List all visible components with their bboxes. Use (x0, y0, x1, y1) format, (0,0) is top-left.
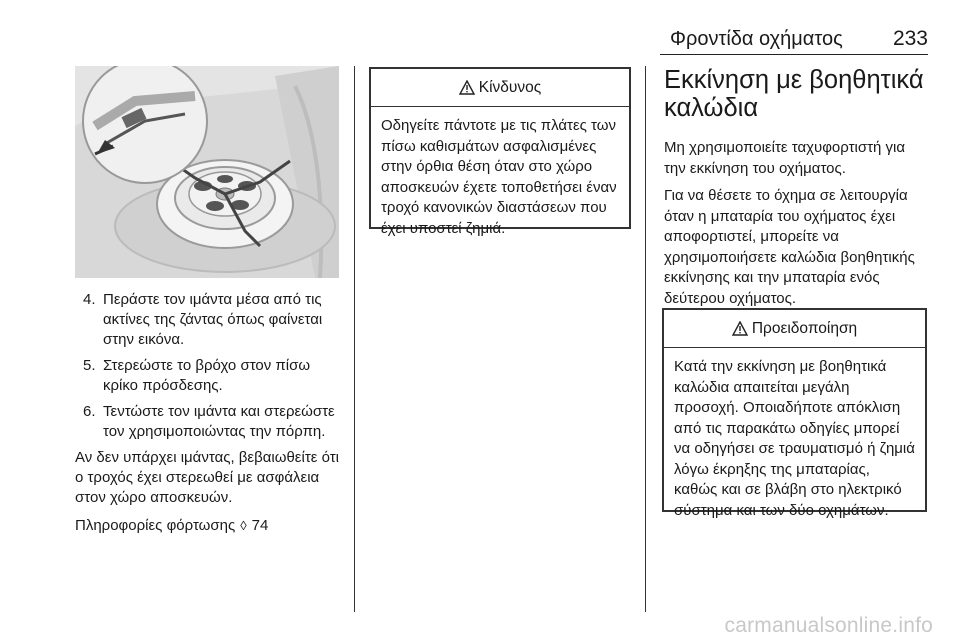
reference-text: Πληροφορίες φόρτωσης (75, 517, 236, 534)
step-item (75, 356, 341, 396)
step-number: 5. (83, 357, 96, 374)
step-number: 6. (83, 403, 96, 420)
spare-wheel-drawing (75, 66, 339, 278)
step-text: Τεντώστε τον ιμάντα και στερεώστε τον χρησιμοποιώντας την πόρπη. (103, 403, 335, 440)
danger-box-text: Οδηγείτε πάντοτε με τις πλάτες των πίσω καθισμάτων ασφαλισμένες στην όρθια θέση όταν στο χώρο αποσκευών έχετε τοποθετήσει έναν τροχό κανονικών διαστάσεων που έχει υποστεί ζημιά. (381, 117, 617, 237)
right-column (664, 66, 929, 316)
column-divider-left (354, 66, 355, 612)
page-header (660, 26, 928, 52)
cross-reference[interactable] (75, 516, 341, 536)
instruction-steps (75, 290, 341, 442)
reference-arrow-icon: ◊ (240, 518, 247, 533)
header-rule (660, 54, 928, 55)
warning-box-text: Κατά την εκκίνηση με βοηθητικά καλώδια απαιτείται μεγάλη προσοχή. Οποιαδήποτε απόκλιση από τις παρακάτω οδηγίες μπορεί να οδηγήσει σε τραυματισμό ή ζημιά λόγω έκρηξης της μπαταρίας, καθώς και σε βλάβη στο ηλεκτρικό σύστημα και των δύο οχημάτων. (674, 358, 915, 519)
section-body (664, 138, 929, 309)
warning-box-title: Προειδοποίηση (751, 319, 858, 337)
spare-wheel-illustration (75, 66, 339, 278)
body-paragraph: Για να θέσετε το όχημα σε λειτουργία όταν η μπαταρία του οχήματος έχει αποφορτιστεί, μπορείτε να χρησιμοποιήσετε καλώδια βοηθητικής εκκίνησης και την μπαταρία ενός δεύτερου οχήματος. (664, 187, 915, 307)
warning-box (662, 308, 927, 519)
column-divider-right (645, 66, 646, 612)
strap-note-paragraph: Αν δεν υπάρχει ιμάντας, βεβαιωθείτε ότι ο τροχός έχει στερεωθεί με ασφάλεια στον χώρο αποσκευών. (75, 449, 339, 506)
body-paragraph: Μη χρησιμοποιείτε ταχυφορτιστή για την εκκίνηση του οχήματος. (664, 139, 906, 177)
header-title: Φροντίδα οχήματος (670, 28, 843, 50)
left-column (75, 290, 341, 536)
danger-box-title: Κίνδυνος (478, 78, 542, 96)
step-item (75, 402, 341, 442)
step-item (75, 290, 341, 350)
warning-box-header (664, 310, 925, 348)
reference-page: 74 (251, 517, 269, 534)
step-text: Στερεώστε το βρόχο στον πίσω κρίκο πρόσδεσης. (103, 357, 311, 394)
step-text: Περάστε τον ιμάντα μέσα από τις ακτίνες της ζάντας όπως φαίνεται στην εικόνα. (103, 291, 323, 348)
warning-triangle-icon (459, 80, 475, 95)
page-number: 233 (892, 27, 928, 50)
section-title: Εκκίνηση με βοηθητικά καλώδια (664, 66, 924, 122)
watermark: carmanualsonline.info (724, 614, 933, 637)
step-number: 4. (83, 291, 96, 308)
danger-box (369, 67, 631, 237)
warning-triangle-icon (732, 321, 748, 336)
danger-box-header (371, 69, 629, 107)
